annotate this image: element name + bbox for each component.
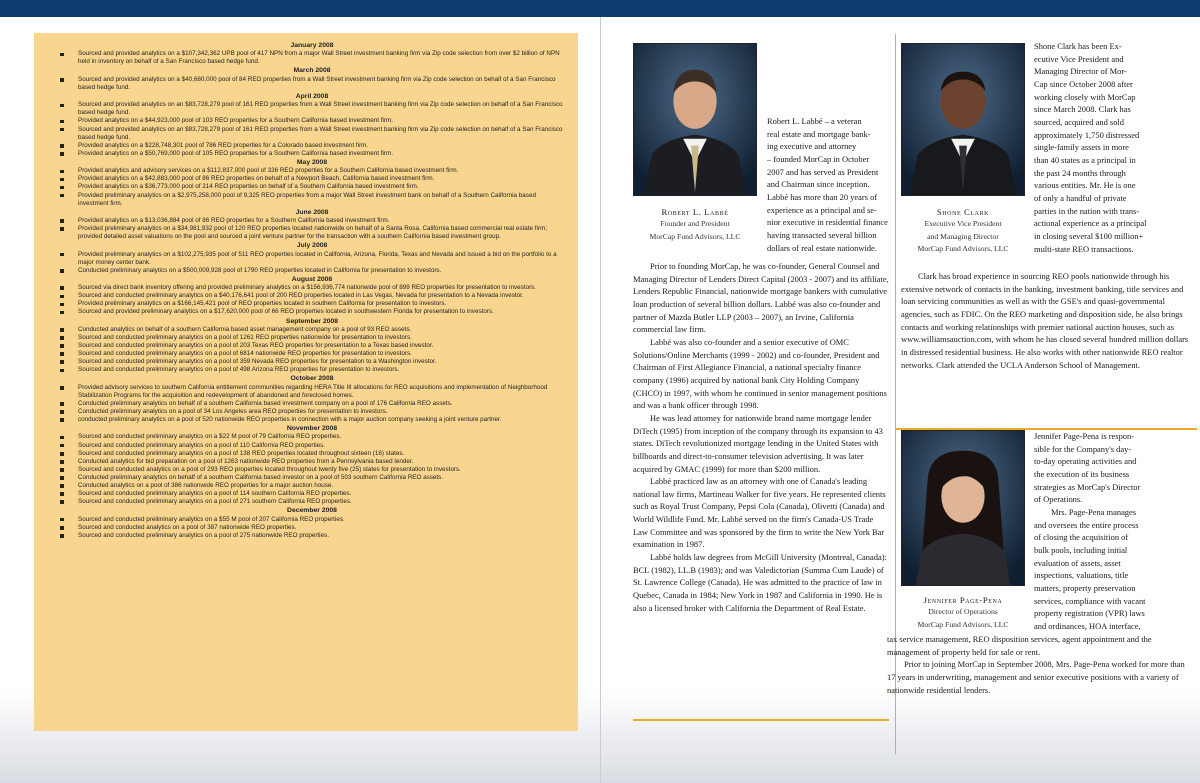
labbe-title: Founder and President (660, 219, 730, 229)
text-line: nior executive in residential finance (767, 217, 888, 228)
text-line: real estate and mortgage bank- (767, 128, 871, 139)
transaction-item: Sourced and conducted preliminary analytics on a pool of 1261 REO properties nationwide for presentation to investors. (60, 334, 564, 342)
text-line: of only a handful of private (1034, 192, 1127, 203)
transaction-item: Provided analytics on a $13,036,884 pool of 86 REO properties for a Southern California based investment firm. (60, 217, 564, 225)
portrait-image (634, 44, 756, 195)
month-heading: April 2008 (295, 92, 329, 100)
text-line: property registration (VPR) laws (1034, 608, 1145, 619)
transaction-item: Provided preliminary analytics on a $2,975,258,000 pool of 9,325 REO properties from a major Wall Street investment bank on behalf of a Southern California based investment firm. (60, 192, 564, 208)
text-line: sible for the Company's day- (1034, 443, 1132, 454)
clark-intro (1034, 40, 1194, 255)
text-line: approximately 1,750 distressed (1034, 129, 1140, 140)
month-heading: June 2008 (295, 208, 329, 216)
paragraph: Labbé was also co-founder and a senior executive of OMC Solutions/Online Merchants (1999 - 2002) and co-founder, President and Chairman of First Allegiance Financial, a national specialty finance company (1996) acquired by national bank City Holding Company (CHCO) in 1997, with whom he continued in senior management positions and was a bank officer through 1998. (633, 336, 887, 411)
pagepena-photo (901, 430, 1025, 586)
text-line: single-family assets in more (1034, 142, 1129, 153)
paragraph: Prior to joining MorCap in September 2008, Mrs. Page-Pena worked for more than 17 years in underwriting, management and senior executive positions with a variety of nationwide residential lenders. (887, 659, 1185, 695)
text-line: and oversees the entire process (1034, 519, 1139, 530)
pagepena-bio (887, 633, 1195, 696)
text-line: working closely with MorCap (1034, 91, 1136, 102)
transaction-item: Sourced and provided preliminary analytics on a $17,620,000 pool of 66 REO properties located in southwestern Florida for presentation to investors. (60, 308, 564, 316)
labbe-caption (633, 206, 757, 243)
text-line: since March 2008. Clark has (1034, 104, 1131, 115)
top-banner (0, 0, 1200, 17)
transaction-item: Provided analytics and advisory services on a $112,837,000 pool of 336 REO properties for a Southern California based investment firm. (60, 167, 564, 175)
transaction-item: Sourced and conducted preliminary analytics on a $55 M pool of 207 California REO properties. (60, 516, 564, 524)
text-line: in closing several $100 million+ (1034, 230, 1144, 241)
pagepena-company: MorCap Fund Advisors, LLC (917, 619, 1009, 629)
text-line: dollars of real estate nationwide. (767, 242, 877, 253)
transaction-item: Provided preliminary analytics on a $34,981,932 pool of 120 REO properties located nationwide on behalf of a Santa Rosa, California based commercial real estate firm; provided detailed asset valuations on the pool and sourced a joint venture partner for the transaction with a southern California based investment group. (60, 225, 564, 241)
labbe-photo (633, 43, 757, 196)
text-line: Cap since October 2008 after (1034, 78, 1133, 89)
clark-bio (901, 270, 1195, 371)
transaction-item: Sourced and conducted preliminary analytics on a $40,176,641 pool of 200 REO properties located in Las Vegas, Nevada for presentation to a Nevada investor. (60, 292, 564, 300)
text-line: the execution of its business (1034, 468, 1130, 479)
transaction-item: Sourced and conducted preliminary analytics on a pool of 271 southern California REO properties. (60, 498, 564, 506)
transaction-item: conducted preliminary analytics on a pool of 520 nationwide REO properties in connection with a major auction company seeking a joint venture partner. (60, 416, 564, 424)
clark-title: Executive Vice President (924, 219, 1002, 229)
clark-photo (901, 43, 1025, 196)
month-heading: January 2008 (290, 42, 334, 49)
paragraph: He was lead attorney for nationwide brand name mortgage lender DiTech (1995) from inception of the company through its expansion to 43 states. DiTech revolutionized mortgage lending in the United States with billboards and direct-to-consumer television advertising. It was later acquired by GMAC (1999) for more than $200 million. (633, 412, 883, 474)
text-line: bulk pools, including initial (1034, 544, 1128, 555)
text-line: of closing the acquisition of (1034, 532, 1129, 543)
transaction-item: Conducted analytics on a pool of 386 nationwide REO properties for a major auction house. (60, 482, 564, 490)
portrait-image (902, 44, 1024, 195)
transaction-item: Sourced and conducted analytics on a pool of 387 nationwide REO properties. (60, 524, 564, 532)
transaction-item: Conducted preliminary analytics on a pool of 34 Los Angeles area REO properties for presentation to investors. (60, 408, 564, 416)
text-line: having transacted several billion (767, 229, 877, 240)
text-line: inspections, valuations, title (1034, 570, 1129, 581)
transaction-item: Conducted analytics for bid preparation on a pool of 1263 nationwide REO properties from a Pennsylvania based lender. (60, 458, 564, 466)
clark-name: Shone Clark (936, 207, 990, 217)
transaction-item: Sourced via direct bank inventory offering and provided preliminary analytics on a $156,936,774 nationwide pool of 899 REO properties for presentation to investors. (60, 284, 564, 292)
clark-caption (896, 206, 1030, 256)
transaction-item: Sourced and conducted preliminary analytics on a pool of 275 nationwide REO properties. (60, 532, 564, 540)
month-heading: November 2008 (286, 425, 338, 433)
transaction-item: Provided analytics on a $42,883,000 pool of 86 REO properties on behalf of a Newport Beach, California based investment firm. (60, 175, 564, 183)
transaction-item: Sourced and conducted preliminary analytics on a $22 M pool of 79 California REO properties. (60, 433, 564, 441)
text-line: and Chairman since inception. (767, 179, 870, 190)
transaction-item: Sourced and conducted preliminary analytics on a pool of 138 REO properties located throughout sixteen (16) states. (60, 450, 564, 458)
pagepena-title: Director of Operations (928, 607, 998, 617)
text-line: Labbé has more than 20 years of (767, 191, 878, 202)
transaction-item: Sourced and conducted preliminary analytics on a pool of 6814 nationwide REO properties for presentation to investors. (60, 350, 564, 358)
text-line: actional experience as a principal (1034, 218, 1147, 229)
transaction-item: Provided preliminary analytics on a $166,145,421 pool of REO properties located in southern California for presentation to investors. (60, 300, 564, 308)
pagepena-intro (1034, 430, 1194, 633)
paragraph: Clark has broad experience in sourcing REO pools nationwide through his extensive network of contacts in the banking, investment banking, title services and loan servicing communities as well as with the GSE's and quasi-governmental agencies, such as FDIC. On the REO marketing and disposition side, he also brings contacts and working relationships with premier national auction houses, such as www.williamsauction.com, with whom he has closed several hundred million dollars in distressed residential business. He also works with other nationwide REO realtor networks. Clark attended the UCLA Anderson School of Management. (901, 271, 1189, 370)
month-heading: July 2008 (296, 242, 328, 250)
paragraph: Labbé practiced law as an attorney with one of Canada's leading national law firms, Martineau Walker for five years. He represented clients such as Royal Trust Company, Pepsi Cola (Canada), Olivetti (Canada) and World Wildlife Fund. Mr. Labbé served on the firm's Canada-US Trade Law Committee and was sponsored by the firm to write the New York Bar examination in 1987. (633, 476, 886, 550)
text-line: ecutive Vice President and (1034, 53, 1124, 64)
text-line: multi-state REO transactions. (1034, 243, 1134, 254)
month-heading: March 2008 (293, 67, 331, 75)
text-line: parties in the nation with trans- (1034, 205, 1140, 216)
page-fold (600, 17, 601, 783)
labbe-bio (633, 260, 889, 614)
text-line: experience as a principal and se- (767, 204, 877, 215)
month-heading: September 2008 (285, 317, 339, 325)
paragraph: tax service management, REO disposition services, agent appointment and the management of property held for sale or rent. (887, 634, 1152, 657)
transaction-item: Sourced and conducted preliminary analytics on a pool of 359 Nevada REO properties for presentation to a Washington investor. (60, 358, 564, 366)
pagepena-name: Jennifer Page-Pena (923, 595, 1003, 605)
text-line: to-day operating activities and (1034, 456, 1137, 467)
transaction-item: Sourced and conducted analytics on a pool of 293 REO properties located throughout twenty five (25) states for presentation to investors. (60, 466, 564, 474)
text-line: 2007 and has served as President (767, 166, 879, 177)
text-line: various entities. Mr. He is one (1034, 180, 1136, 191)
transaction-timeline (34, 33, 578, 731)
text-line: strategies as MorCap's Director (1034, 481, 1141, 492)
paragraph: Prior to founding MorCap, he was co-founder, General Counsel and Managing Director of Lenders Direct Capital (2003 - 2007) and its affiliate, Lenders Republic Financial, nationwide mortgage bankers with cumulative loan production of several billion dollars. Labbé was also co-founder and partner of Mazda Butler LLP (2003 – 2007), an Irvine, California commercial law firm. (633, 261, 889, 335)
clark-company: MorCap Fund Advisors, LLC (917, 244, 1009, 254)
text-line: services, compliance with vacant (1034, 595, 1146, 606)
transaction-item: Conducted preliminary analytics on behalf of a southern California based investment company on a pool of 176 California REO assets. (60, 400, 564, 408)
month-heading: August 2008 (291, 275, 333, 283)
text-line: ing executive and attorney (767, 141, 857, 152)
labbe-name: Robert L. Labbé (661, 207, 729, 217)
text-line: Mrs. Page-Pena manages (1051, 506, 1137, 517)
paragraph: Labbé holds law degrees from McGill University (Montreal, Canada): BCL (1982), LL.B (1983); and was Valedictorian (Summa Cum Laude) of St. Lawrence College (Canada). He was admitted to the practice of law in Quebec, Canada in 1984; New York in 1987 and California in 1990. He is also a licensed broker with California the Department of Real Estate. (633, 552, 887, 613)
month-heading: December 2008 (287, 507, 337, 515)
text-line: matters, property preservation (1034, 582, 1136, 593)
pagepena-caption (901, 594, 1025, 631)
transaction-item: Sourced and conducted preliminary analytics on a pool of 498 Arizona REO properties for presentation to investors. (60, 366, 564, 374)
text-line: Shone Clark has been Ex- (1034, 41, 1122, 51)
text-line: Managing Director of Mor- (1034, 66, 1127, 77)
text-line: evaluation of assets, asset (1034, 557, 1121, 568)
transaction-item: Sourced and provided analytics on an $83,728,279 pool of 161 REO properties from a Wall Street investment banking firm via Zip code selection on behalf of a San Francisco based hedge fund. (60, 126, 564, 142)
month-heading: May 2008 (296, 158, 328, 166)
labbe-company: MorCap Fund Advisors, LLC (649, 231, 741, 241)
text-line: than 40 states as a principal in (1034, 154, 1136, 165)
transaction-item: Sourced and conducted preliminary analytics on a pool of 110 California REO properties. (60, 442, 564, 450)
transaction-item: Provided analytics on a $44,923,000 pool of 103 REO properties for a Southern California based investment firm. (60, 117, 564, 125)
transaction-item: Provided analytics on a $50,769,000 pool of 105 REO properties for a Southern California based investment firm. (60, 150, 564, 158)
month-heading: October 2008 (290, 375, 334, 383)
transaction-item: Sourced and provided analytics on a $107,342,362 UPB pool of 417 NPN from a major Wall Street investment banking firm via Zip code selection from over $2 billion of NPN held in inventory on behalf of a San Francisco based hedge fund. (60, 50, 564, 66)
transaction-item: Sourced and provided analytics on a $40,680,000 pool of 84 REO properties from a Wall Street investment banking firm via Zip code selection on behalf of a San Francisco based hedge fund. (60, 76, 564, 92)
text-line: Jennifer Page-Pena is respon- (1034, 431, 1135, 441)
text-line: – founded MorCap in October (767, 153, 870, 164)
transaction-item: Provided advisory services to southern California entitlement communities regarding HERA Title III allocations for REO acquisitions and implementation of Neighborhood Stabilization Programs for the acquisition and redevelopment of abandoned and foreclosed homes. (60, 384, 564, 400)
transaction-item: Sourced and provided analytics on an $83,728,279 pool of 161 REO properties from a Wall Street investment banking firm via Zip code selection on behalf of a San Francisco based hedge fund. (60, 101, 564, 117)
transaction-item: Provided analytics on a $228,748,301 pool of 786 REO properties for a Colorado based investment firm. (60, 142, 564, 150)
labbe-intro (767, 115, 889, 254)
clark-title-2: and Managing Director (927, 231, 999, 241)
text-line: and ordinances, HOA interface, (1034, 620, 1141, 631)
transaction-item: Sourced and conducted preliminary analytics on a pool of 203 Texas REO properties for presentation to a Texas based investor. (60, 342, 564, 350)
transaction-item: Provided analytics on a $36,773,000 pool of 214 REO properties on behalf of a Southern California based investment firm. (60, 183, 564, 191)
portrait-image (902, 431, 1024, 585)
text-line: sourced, acquired and sold (1034, 116, 1124, 127)
bottom-divider (633, 719, 889, 721)
transaction-item: Conducted preliminary analytics on a $500,009,928 pool of 1790 REO properties located in California for presentation to investors. (60, 267, 564, 275)
executive-bios (633, 40, 1193, 780)
text-line: the past 24 months through (1034, 167, 1126, 178)
text-line: of Operations. (1034, 494, 1083, 505)
transaction-item: Conducted analytics on behalf of a southern California based asset management company on a pool of 93 REO assets. (60, 326, 564, 334)
transaction-item: Conducted preliminary analytics on behalf of a southern California based investor on a pool of 503 southern California REO assets. (60, 474, 564, 482)
transaction-item: Sourced and conducted preliminary analytics on a pool of 114 southern California REO properties. (60, 490, 564, 498)
transaction-item: Provided preliminary analytics on a $102,275,935 pool of 511 REO properties located in California, Arizona, Florida, Texas and Nevada and issued a bid on the portfolio to a major money center bank. (60, 251, 564, 267)
text-line: Robert L. Labbé – a veteran (767, 116, 862, 126)
